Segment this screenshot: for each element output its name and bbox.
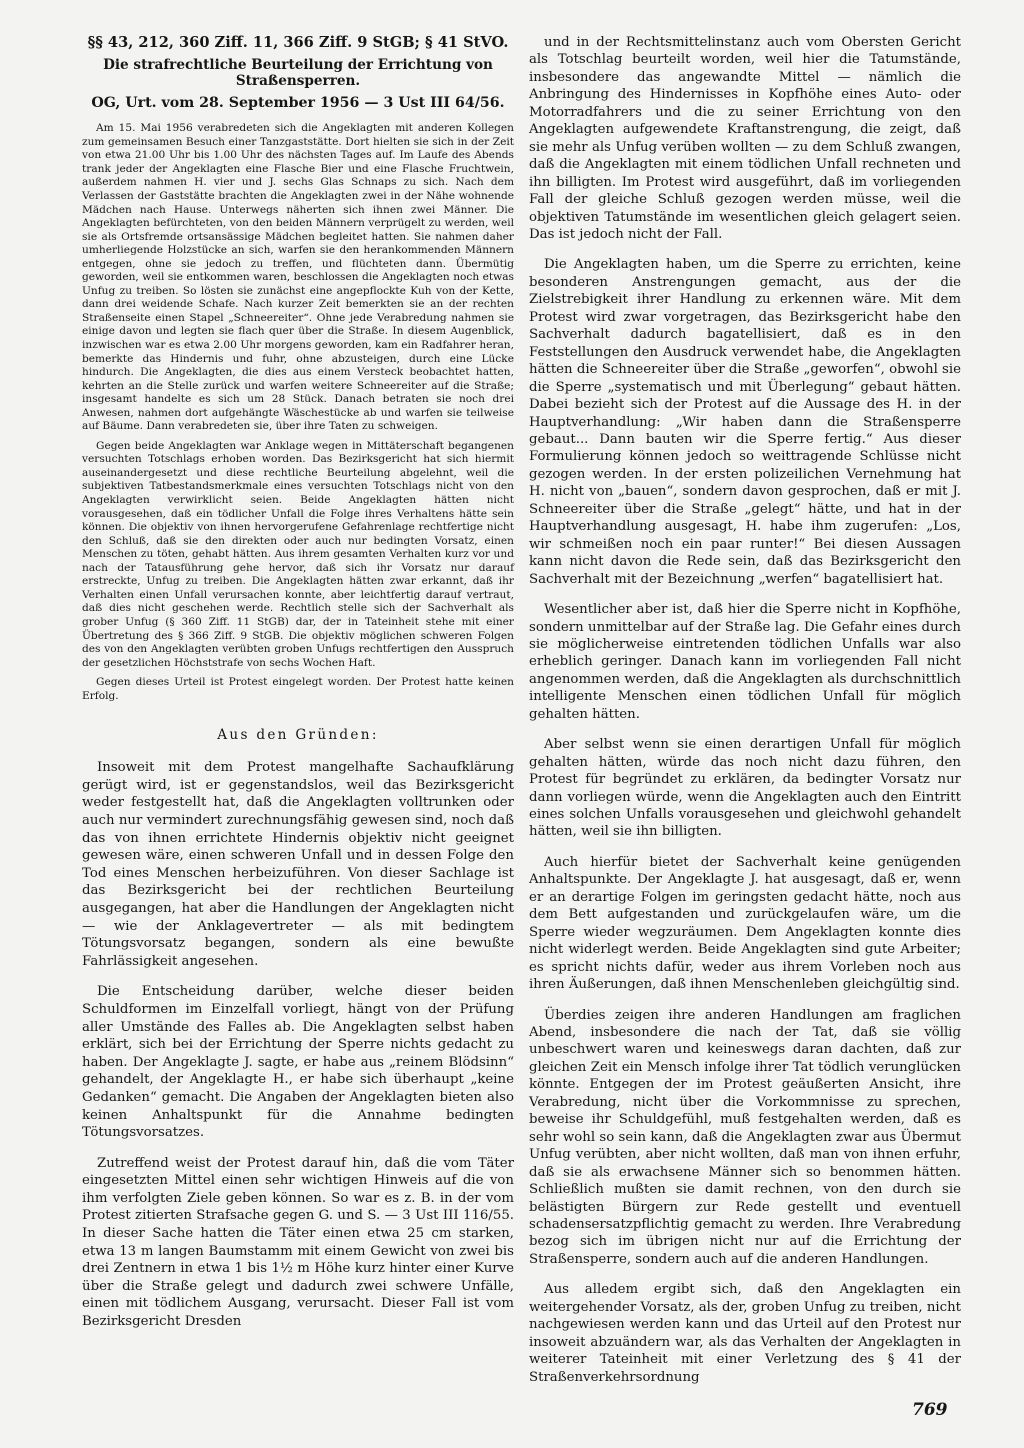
grounds-paragraph: Aus alledem ergibt sich, daß den Angeklagten ein weitergehender Vorsatz, als der, groben Unfug zu treiben, nicht nachgewiesen werden kann und das Urteil auf den Protest nur insoweit abzuändern war, als das Verhalten der Angeklagten in weiterer Tateinheit mit einer Verletzung des § 41 der Straßenverkehrsordnung bbox=[529, 1282, 961, 1385]
left-column bbox=[82, 34, 514, 1344]
grounds-paragraph: Zutreffend weist der Protest darauf hin, daß die vom Täter eingesetzten Mittel einen sehr wichtigen Hinweis auf die von ihm verfolgten Ziele geben können. So war es z. B. in der vom Protest zitierten Strafsache gegen G. und S. — 3 Ust III 116/55. In dieser Sache hatten die Täter einen etwa 25 cm starken, etwa 13 m langen Baumstamm mit einem Gewicht von zwei bis drei Zentnern in etwa 1 bis 1½ m Höhe kurz hinter einer Kurve über die Straße gelegt und dadurch zwei schwere Unfälle, einen mit tödlichem Ausgang, verursacht. Dieser Fall ist vom Bezirksgericht Dresden bbox=[82, 1155, 514, 1330]
facts-paragraph: Am 15. Mai 1956 verabredeten sich die Angeklagten mit anderen Kollegen zum gemeinsamen Besuch einer Tanzgaststätte. Dort hielten sie sich in der Zeit von etwa 21.00 Uhr bis 1.00 Uhr des nächsten Tages auf. Im Laufe des Abends trank jeder der Angeklagten eine Flasche Bier und eine Flasche Fruchtwein, außerdem nahmen H. vier und J. sechs Glas Schnaps zu sich. Nach dem Verlassen der Gaststätte brachten die Angeklagten zwei in der Nähe wohnende Mädchen nach Hause. Unterwegs näherten sich ihnen zwei Männer. Die Angeklagten befürchteten, von den beiden Männern verprügelt zu werden, weil sie als Ortsfremde ortsansässige Mädchen begleitet hatten. Sie nahmen daher umherliegende Holzstücke an sich, warfen sie den herankommenden Männern entgegen, ohne sie jedoch zu treffen, und flüchteten dann. Übermütig geworden, weil sie entkommen waren, beschlossen die Angeklagten noch etwas Unfug zu treiben. So lösten sie zunächst eine angepflockte Kuh von der Kette, dann drei weidende Schafe. Nach kurzer Zeit bemerkten sie an der rechten Straßenseite einen Stapel „Schneereiter“. Ohne jede Verabredung nahmen sie einige davon und legten sie flach quer über die Straße. In diesem Augenblick, inzwischen war es etwa 2.00 Uhr morgens geworden, kam ein Radfahrer heran, bemerkte das Hindernis und fuhr, ohne abzusteigen, durch eine Lücke hindurch. Die Angeklagten, die dies aus einem Versteck beobachtet hatten, kehrten an die Stelle zurück und warfen weitere Schneereiter auf die Straße; insgesamt handelte es sich um 28 Stück. Danach betraten sie noch drei Anwesen, nahmen dort aufgehängte Wäschestücke ab und warfen sie teilweise auf Bäume. Dann verabredeten sie, über ihre Taten zu schweigen. bbox=[82, 122, 514, 433]
grounds-paragraph: Überdies zeigen ihre anderen Handlungen am fraglichen Abend, insbesondere die nach der Tat, daß sie völlig unbeschwert waren und keineswegs daran dachten, daß zur gleichen Zeit ein Mensch infolge ihrer Tat tödlich verunglücken könnte. Entgegen der im Protest geäußerten Ansicht, ihre Verabredung, nicht über die Vorkommnisse zu sprechen, beweise ihr Schuldgefühl, muß festgehalten werden, daß es sehr wohl so sein kann, daß die Angeklagten zwar aus Übermut Unfug verübten, aber nicht wollten, daß man von ihnen erfuhr, daß sie als erwachsene Männer sich so benommen hätten. Schließlich mußten sie damit rechnen, von den durch sie belästigten Bürgern zur Rede gestellt und eventuell schadensersatzpflichtig gemacht zu werden. Ihre Verabredung bezog sich im übrigen nicht nur auf die Errichtung der Straßensperre, sondern auch auf die anderen Handlungen. bbox=[529, 1007, 961, 1267]
court-reference: OG, Urt. vom 28. September 1956 — 3 Ust III 64/56. bbox=[91, 94, 505, 111]
grounds-paragraph: Auch hierfür bietet der Sachverhalt keine genügenden Anhaltspunkte. Der Angeklagte J. hat ausgesagt, daß er, wenn er an derartige Folgen im geringsten gedacht hätte, noch aus dem Bett aufgestanden und zurückgelaufen wäre, um die Sperre wieder wegzuräumen. Dem Angeklagten konnte dies nicht widerlegt werden. Beide Angeklagten sind gute Arbeiter; es spricht nichts dafür, weder aus ihrem Vorleben noch aus ihren Äußerungen, daß ihnen Menschenleben gleichgültig sind. bbox=[529, 854, 961, 993]
facts-paragraph: Gegen beide Angeklagten war Anklage wegen in Mittäterschaft begangenen versuchten Totschlags erhoben worden. Das Bezirksgericht hat sich hiermit auseinandergesetzt und diese rechtliche Beurteilung abgelehnt, weil die subjektiven Tatbestandsmerkmale eines versuchten Totschlags nicht von den Angeklagten verwirklicht seien. Beide Angeklagten hätten nicht vorausgesehen, daß ein tödlicher Unfall die Folge ihres Verhaltens hätte sein können. Die objektiv von ihnen hervorgerufene Gefahrenlage rechtfertige nicht den Schluß, daß sie den direkten oder auch nur bedingten Vorsatz, einen Menschen zu töten, gehabt hätten. Aus ihrem gesamten Verhalten kurz vor und nach der Tatausführung gehe hervor, daß sich ihr Vorsatz nur darauf erstreckte, Unfug zu treiben. Die Angeklagten hätten zwar erkannt, daß ihr Verhalten einen Unfall verursachen konnte, aber leichtfertig darauf vertraut, daß dies nicht geschehen werde. Rechtlich stelle sich der Sachverhalt als grober Unfug (§ 360 Ziff. 11 StGB) dar, der in Tateinheit stehe mit einer Übertretung des § 366 Ziff. 9 StGB. Die objektiv möglichen schweren Folgen des von den Angeklagten verübten groben Unfugs rechtfertigen den Ausspruch der gesetzlichen Höchststrafe von sechs Wochen Haft. bbox=[82, 439, 514, 669]
right-column bbox=[529, 34, 961, 1399]
grounds-paragraph: Wesentlicher aber ist, daß hier die Sperre nicht in Kopfhöhe, sondern unmittelbar auf der Straße lag. Die Gefahr eines durch sie möglicherweise eintretenden tödlichen Unfalls war also erheblich geringer. Danach kann im vorliegenden Fall nicht angenommen werden, daß die Angeklagten als durchschnittlich intelligente Menschen einen tödlichen Unfall für möglich gehalten hätten. bbox=[529, 602, 961, 722]
grounds-paragraph: und in der Rechtsmittelinstanz auch vom Obersten Gericht als Totschlag beurteilt worden, weil hier die Tatumstände, insbesondere das angewandte Mittel — nämlich die Anbringung des Hindernisses in Kopfhöhe eines Auto- oder Motorradfahrers und die zu seiner Errichtung von den Angeklagten aufgewendete Kraftanstrengung, die zeigt, daß sie mehr als Unfug verüben wollten — zu dem Schluß zwangen, daß die Angeklagten mit einem tödlichen Unfall rechneten und ihn billigten. Im Protest wird ausgeführt, daß im vorliegenden Fall der gleiche Schluß gezogen werden müsse, weil die objektiven Tatumstände im wesentlichen gleich gelagert seien. Das ist jedoch nicht der Fall. bbox=[529, 35, 961, 242]
grounds-paragraph: Die Entscheidung darüber, welche dieser beiden Schuldformen im Einzelfall vorliegt, hängt von der Prüfung aller Umstände des Falles ab. Die Angeklagten selbst haben erklärt, sich bei der Errichtung der Sperre nichts gedacht zu haben. Der Angeklagte J. sagte, er habe aus „reinem Blödsinn“ gehandelt, der Angeklagte H., er habe sich überhaupt „keine Gedanken“ gemacht. Die Angaben der Angeklagten bieten also keinen Anhaltspunkt für die Annahme bedingten Tötungsvorsatzes. bbox=[82, 984, 514, 1141]
grounds-paragraph: Aber selbst wenn sie einen derartigen Unfall für möglich gehalten hätten, würde das noch nicht dazu führen, den Protest für begründet zu erklären, da bedingter Vorsatz nur dann vorliegen würde, wenn die Angeklagten auch den Eintritt eines solchen Unfalls vorausgesehen und gleichwohl gehandelt hätten, weil sie ihn billigten. bbox=[529, 737, 961, 840]
facts-paragraph: Gegen dieses Urteil ist Protest eingelegt worden. Der Protest hatte keinen Erfolg. bbox=[82, 676, 514, 702]
page-number: 769 bbox=[912, 1400, 948, 1420]
case-title: Die strafrechtliche Beurteilung der Errichtung von Straßensperren. bbox=[103, 56, 493, 90]
grounds-heading: Aus den Gründen: bbox=[217, 727, 379, 744]
grounds-paragraph: Die Angeklagten haben, um die Sperre zu errichten, keine besonderen Anstrengungen gemacht, aus der die Zielstrebigkeit ihrer Handlung zu erkennen wäre. Mit dem Protest wird zwar vorgetragen, das Bezirksgericht habe den Sachverhalt dadurch bagatellisiert, daß es in den Feststellungen den Ausdruck verwendet habe, die Angeklagten hätten die Schneereiter über die Straße „geworfen“, obwohl sie die Sperre „systematisch und mit Überlegung“ gebaut hätten. Dabei bezieht sich der Protest auf die Aussage des H. in der Hauptverhandlung: „Wir haben dann die Straßensperre gebaut... Dann bauten wir die Sperre fertig.“ Aus dieser Formulierung können jedoch so weittragende Schlüsse nicht gezogen werden. In der ersten polizeilichen Vernehmung hat H. nicht von „bauen“, sondern davon gesprochen, daß er mit J. Schneereiter über die Straße „gelegt“ hätte, und hat in der Hauptverhandlung ausgesagt, H. habe ihm zugerufen: „Los, wir schmeißen noch ein paar runter!“ Bei diesen Aussagen kann nicht davon die Rede sein, daß das Bezirksgericht den Sachverhalt mit der Bezeichnung „werfen“ bagatellisiert hat. bbox=[529, 257, 962, 587]
legal-citation: §§ 43, 212, 360 Ziff. 11, 366 Ziff. 9 StGB; § 41 StVO. bbox=[87, 34, 509, 51]
grounds-paragraph: Insoweit mit dem Protest mangelhafte Sachaufklärung gerügt wird, ist er gegenstandslos, weil das Bezirksgericht weder festgestellt hat, daß die Angeklagten volltrunken oder auch nur vermindert zurechnungsfähig gewesen sind, noch daß das von ihnen errichtete Hindernis objektiv nicht geeignet gewesen wäre, einen schweren Unfall und in dessen Folge den Tod eines Menschen herbeizuführen. Von dieser Sachlage ist das Bezirksgericht bei der rechtlichen Beurteilung ausgegangen, hat aber die Handlungen der Angeklagten nicht — wie der Anklagevertreter — als mit bedingtem Tötungsvorsatz begangen, sondern als eine bewußte Fahrlässigkeit angesehen. bbox=[82, 760, 514, 969]
